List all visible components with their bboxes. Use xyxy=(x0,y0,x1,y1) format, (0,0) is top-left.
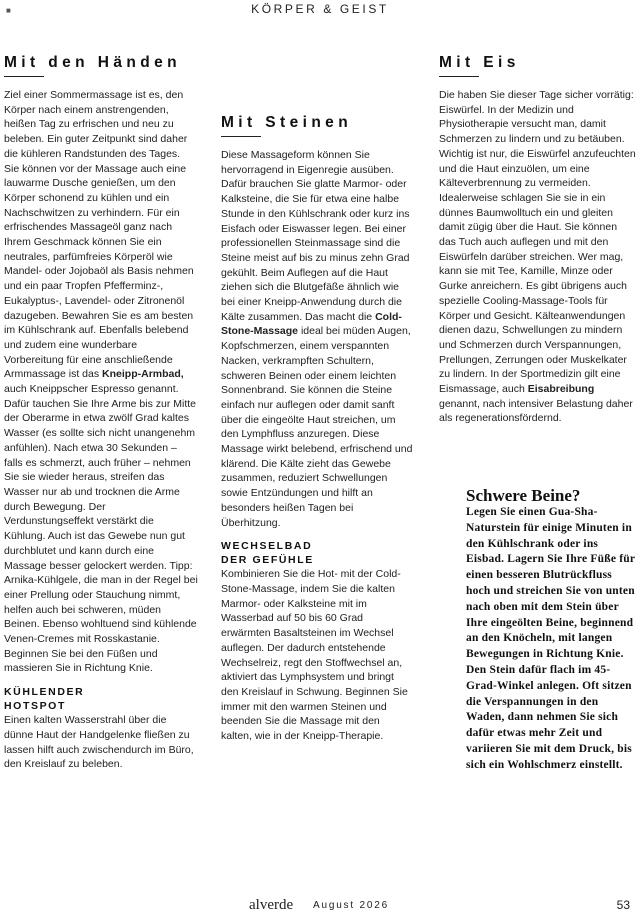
heading-rule xyxy=(4,76,44,77)
subheading-line: HOTSPOT xyxy=(4,699,66,712)
heading-stones: Mit Steinen xyxy=(221,114,353,131)
paragraph-hotspot: Einen kalten Wasserstrahl über die dünne Haut der Handgelenke fließen zu lassen hilft auch zwischendurch im Büro, den Kreislauf zu beleben. xyxy=(4,714,194,771)
tip-box-title: Schwere Beine? xyxy=(466,486,581,505)
subheading-line: DER GEFÜHLE xyxy=(221,553,314,566)
section-title: KÖRPER & GEIST xyxy=(251,2,389,16)
paragraph-wechselbad: Kombinieren Sie die Hot- mit der Cold-Stone-Massage, indem Sie die kalten Marmor- oder Kalksteine mit im Wasserbad auf 50 bis 60 Grad erwärmten Basaltsteinen im Wechsel auflegen. Der dadurch entstehende Wechselreiz, regt den Stoffwechsel an, aktiviert das Lymphsystem und bringt den Kreislauf in Schwung. Beginnen Sie immer mit den warmen Steinen und beenden Sie die Massage mit den kalten, wie in der Kneipp-Therapie. xyxy=(221,568,408,743)
header-mark: ■ xyxy=(6,6,11,15)
heading-rule xyxy=(221,136,261,137)
paragraph-hands xyxy=(4,88,198,676)
heading-hands: Mit den Händen xyxy=(4,54,181,71)
text-segment: auch Kneippscher Espresso genannt. Dafür tauchen Sie Ihre Arme bis zur Mitte der Oberarme in etwa zwölf Grad kaltes Wasser (es sollte sich nicht unangenehm anfühlen). Nach etwa 30 Sekunden – falls es schmerzt, auch früher – nehmen Sie sie wieder heraus, streifen das Wasser nur ab und trocknen die Arme durch Bewegung. Der Verdunstungseffekt verstärkt die Kühlung. Auch ist das Gewebe nun gut durchblutet und kann durch eine Massage besser gelockert werden. Tipp: Arnika-Kühlgele, die man in der Regel bei einer Prellung oder Stauchung nimmt, helfen auch bei schweren, müden Beinen. Ebenso wohltuend sind kühlende Venen-Cremes mit Rosskastanie. Beginnen Sie bei den Füßen und massieren Sie in Richtung Knie. xyxy=(4,383,198,675)
text-segment: Diese Massageform können Sie hervorragend in Eigenregie ausüben. Dafür brauchen Sie glatte Marmor- oder Kalksteine, die Sie für etwa eine halbe Stunde in den Kühlschrank oder kurz ins Eisfach oder Eiswasser legen. Bei einer professionellen Steinmassage sind die Steine meist auf bis zu minus zehn Grad gekühlt. Beim Auflegen auf die Haut ziehen sich die Blutgefäße ähnlich wie bei einer Kneipp-Anwendung durch die Kälte zusammen. Das macht die xyxy=(221,149,410,323)
issue-date: August 2026 xyxy=(313,900,389,911)
subheading-line: WECHSELBAD xyxy=(221,540,313,553)
bold-term-eisabreibung: Eisabreibung xyxy=(527,383,595,396)
paragraph-stones xyxy=(221,148,413,530)
heading-ice: Mit Eis xyxy=(439,54,520,71)
bold-term-cold-stone: Cold-Stone-Massage xyxy=(221,310,402,338)
text-segment: genannt, nach intensiver Belastung daher als regenerationsfördernd. xyxy=(439,397,633,425)
heading-rule xyxy=(439,76,479,77)
subheading-hotspot xyxy=(4,686,198,713)
tip-box-text: Legen Sie einen Gua-Sha-Naturstein für einige Minuten in den Kühlschrank oder ins Eisbad. Lagern Sie Ihre Füße für einen besseren Blutrückfluss hoch und streichen Sie von unten nach oben mit dem Stein über Ihre eingeölten Beine, beginnend an den Knöcheln, mit langen Bewegungen in Richtung Knie. Den Stein dafür flach im 45-Grad-Winkel anlegen. Oft sitzen die Verspannungen in den Waden, dann nehmen Sie sich dafür etwas mehr Zeit und variieren Sie mit dem Druck, bis sich ein Wohlschmerz einstellt. xyxy=(466,506,635,771)
column-stones xyxy=(221,114,413,744)
page-footer xyxy=(0,897,640,915)
column-hands xyxy=(4,54,198,772)
subheading-line: KÜHLENDER xyxy=(4,686,85,699)
paragraph-ice xyxy=(439,88,636,426)
subheading-wechselbad xyxy=(221,540,413,567)
column-ice xyxy=(439,54,636,426)
brand-logo: alverde xyxy=(249,897,294,913)
text-segment: ideal bei müden Augen, Kopfschmerzen, einem verspannten Nacken, verkrampften Schultern, schweren Beinen oder einem leichten Sonnenbrand. Sie können die Steine einfach nur auflegen oder damit sanft über die eingeölte Haut streichen, um den Lymphfluss anzuregen. Diese Massage wirkt belebend, erfrischend und klärend. Die Kälte zieht das Gewebe zusammen, reduziert Schwellungen sowie Entzündungen und hilft an besonders heißen Tagen bei Überhitzung. xyxy=(221,325,413,529)
text-segment: Die haben Sie dieser Tage sicher vorrätig: Eiswürfel. In der Medizin und Physiotherapie versucht man, damit Schmerzen zu lindern und zu betäuben. Wichtig ist nur, die Eiswürfel anzufeuchten und die Haut einzuölen, um eine Kälteverbrennung zu vermeiden. Idealerweise schlagen Sie sie in ein dünnes Baumwolltuch ein und gleiten damit zügig über die Haut. Sie können das Tuch auch auflegen und mit den Eiswürfeln darüber streichen. Wer mag, kann sie mit Tee, Kamille, Minze oder Gurke anreichern. Es gibt übrigens auch spezielle Cooling-Massage-Tools für Körper und Gesicht. Kälteanwendungen dienen dazu, Schwellungen zu mindern und Schmerzen durch Verspannungen, Prellungen, Zerrungen oder Muskelkater zu lindern. In der Sportmedizin gilt eine Eismassage, auch xyxy=(439,89,636,396)
page-number: 53 xyxy=(616,898,630,912)
bold-term-armbad: Kneipp-Armbad, xyxy=(102,368,184,381)
tip-box-heavy-legs xyxy=(466,486,636,774)
text-segment: Ziel einer Sommermassage ist es, den Körper nach einem anstrengenden, heißen Tag zu erfrischen und neu zu beleben. Ein guter Zeitpunkt sind daher die kühleren Randstunden des Tages. Sie können vor der Massage auch eine lauwarme Dusche genießen, um den Körper schonend zu kühlen und ein Nachschwitzen zu verhindern. Für ein erfrischendes Massageöl ganz nach Ihrem Geschmack können Sie ein neutrales, parfümfreies Körperöl wie Mandel- oder Jojobaöl als Basis nehmen und ein paar Tropfen Pfefferminz-, Eukalyptus-, Lavendel- oder Zitronenöl dazugeben. Bewahren Sie es am besten im Kühlschrank auf. Ebenfalls belebend und zudem eine wunderbare Vorbereitung für eine anschließende Armmassage ist das xyxy=(4,89,194,381)
